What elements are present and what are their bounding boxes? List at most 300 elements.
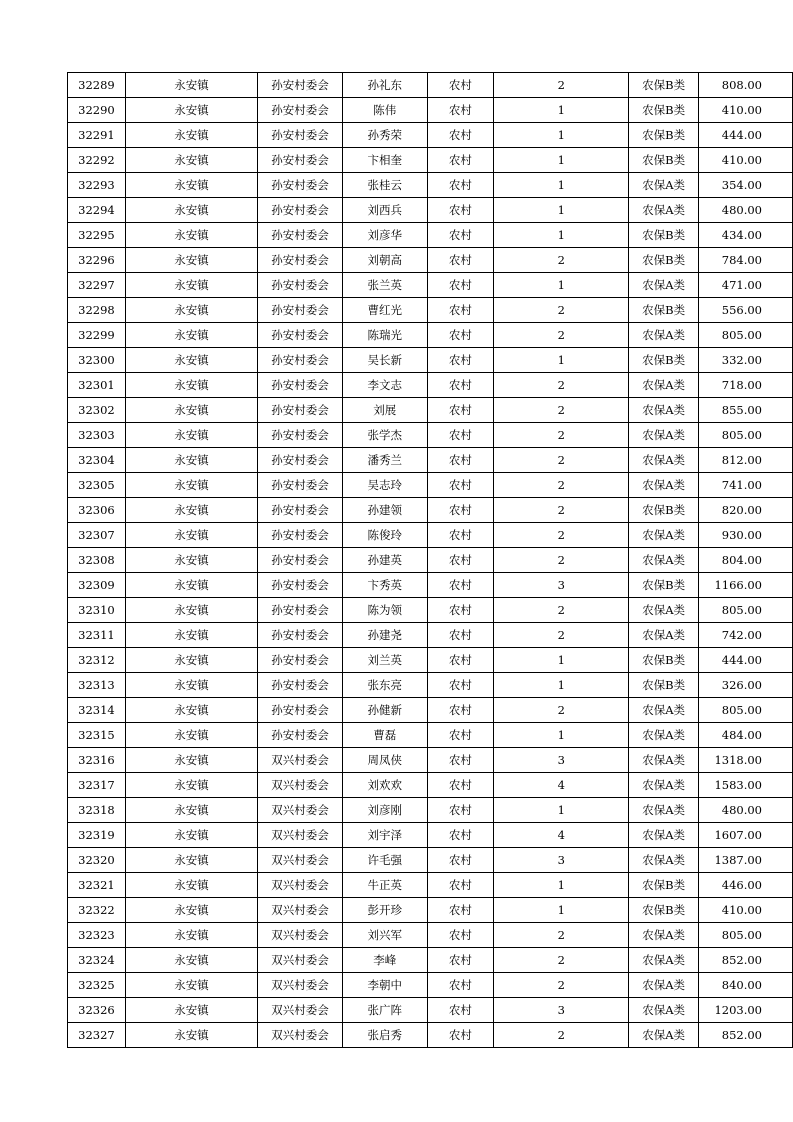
town-cell: 永安镇 bbox=[125, 773, 257, 798]
insurance-class-cell: 农保A类 bbox=[629, 998, 699, 1023]
village-cell: 孙安村委会 bbox=[258, 473, 343, 498]
name-cell: 刘兰英 bbox=[342, 648, 427, 673]
insurance-class-cell: 农保A类 bbox=[629, 973, 699, 998]
amount-cell: 812.00 bbox=[699, 448, 793, 473]
record-id-cell: 32305 bbox=[68, 473, 126, 498]
table-row bbox=[68, 923, 793, 948]
table-row bbox=[68, 298, 793, 323]
household-size-cell: 3 bbox=[494, 573, 629, 598]
insurance-class-cell: 农保A类 bbox=[629, 748, 699, 773]
table-row bbox=[68, 173, 793, 198]
area-type-cell: 农村 bbox=[427, 598, 494, 623]
area-type-cell: 农村 bbox=[427, 723, 494, 748]
area-type-cell: 农村 bbox=[427, 548, 494, 573]
name-cell: 张桂云 bbox=[342, 173, 427, 198]
town-cell: 永安镇 bbox=[125, 223, 257, 248]
town-cell: 永安镇 bbox=[125, 73, 257, 98]
insurance-class-cell: 农保A类 bbox=[629, 623, 699, 648]
amount-cell: 742.00 bbox=[699, 623, 793, 648]
village-cell: 孙安村委会 bbox=[258, 123, 343, 148]
amount-cell: 471.00 bbox=[699, 273, 793, 298]
name-cell: 孙建英 bbox=[342, 548, 427, 573]
amount-cell: 855.00 bbox=[699, 398, 793, 423]
record-id-cell: 32302 bbox=[68, 398, 126, 423]
insurance-class-cell: 农保A类 bbox=[629, 598, 699, 623]
name-cell: 张广阵 bbox=[342, 998, 427, 1023]
name-cell: 彭开珍 bbox=[342, 898, 427, 923]
household-size-cell: 1 bbox=[494, 348, 629, 373]
household-size-cell: 4 bbox=[494, 773, 629, 798]
table-row bbox=[68, 623, 793, 648]
insurance-class-cell: 农保A类 bbox=[629, 798, 699, 823]
name-cell: 孙礼东 bbox=[342, 73, 427, 98]
town-cell: 永安镇 bbox=[125, 523, 257, 548]
table-row bbox=[68, 798, 793, 823]
insurance-class-cell: 农保B类 bbox=[629, 498, 699, 523]
record-id-cell: 32295 bbox=[68, 223, 126, 248]
table-row bbox=[68, 748, 793, 773]
insurance-class-cell: 农保A类 bbox=[629, 848, 699, 873]
table-row bbox=[68, 398, 793, 423]
name-cell: 陈瑞光 bbox=[342, 323, 427, 348]
amount-cell: 434.00 bbox=[699, 223, 793, 248]
village-cell: 孙安村委会 bbox=[258, 298, 343, 323]
amount-cell: 556.00 bbox=[699, 298, 793, 323]
household-size-cell: 2 bbox=[494, 973, 629, 998]
town-cell: 永安镇 bbox=[125, 198, 257, 223]
record-id-cell: 32326 bbox=[68, 998, 126, 1023]
record-id-cell: 32322 bbox=[68, 898, 126, 923]
record-id-cell: 32318 bbox=[68, 798, 126, 823]
village-cell: 双兴村委会 bbox=[258, 873, 343, 898]
household-size-cell: 2 bbox=[494, 473, 629, 498]
household-size-cell: 1 bbox=[494, 173, 629, 198]
amount-cell: 852.00 bbox=[699, 948, 793, 973]
amount-cell: 808.00 bbox=[699, 73, 793, 98]
record-id-cell: 32293 bbox=[68, 173, 126, 198]
insurance-class-cell: 农保B类 bbox=[629, 648, 699, 673]
household-size-cell: 1 bbox=[494, 98, 629, 123]
household-size-cell: 1 bbox=[494, 873, 629, 898]
record-id-cell: 32297 bbox=[68, 273, 126, 298]
amount-cell: 354.00 bbox=[699, 173, 793, 198]
record-id-cell: 32314 bbox=[68, 698, 126, 723]
town-cell: 永安镇 bbox=[125, 448, 257, 473]
village-cell: 孙安村委会 bbox=[258, 698, 343, 723]
household-size-cell: 2 bbox=[494, 698, 629, 723]
insurance-class-cell: 农保A类 bbox=[629, 823, 699, 848]
table-row bbox=[68, 1023, 793, 1048]
area-type-cell: 农村 bbox=[427, 823, 494, 848]
town-cell: 永安镇 bbox=[125, 173, 257, 198]
record-id-cell: 32320 bbox=[68, 848, 126, 873]
village-cell: 孙安村委会 bbox=[258, 723, 343, 748]
amount-cell: 718.00 bbox=[699, 373, 793, 398]
village-cell: 双兴村委会 bbox=[258, 923, 343, 948]
record-id-cell: 32325 bbox=[68, 973, 126, 998]
household-size-cell: 4 bbox=[494, 823, 629, 848]
record-id-cell: 32327 bbox=[68, 1023, 126, 1048]
town-cell: 永安镇 bbox=[125, 248, 257, 273]
amount-cell: 332.00 bbox=[699, 348, 793, 373]
record-id-cell: 32298 bbox=[68, 298, 126, 323]
insurance-class-cell: 农保A类 bbox=[629, 323, 699, 348]
household-size-cell: 1 bbox=[494, 223, 629, 248]
village-cell: 双兴村委会 bbox=[258, 848, 343, 873]
table-row bbox=[68, 598, 793, 623]
town-cell: 永安镇 bbox=[125, 998, 257, 1023]
area-type-cell: 农村 bbox=[427, 198, 494, 223]
town-cell: 永安镇 bbox=[125, 98, 257, 123]
amount-cell: 820.00 bbox=[699, 498, 793, 523]
name-cell: 曹磊 bbox=[342, 723, 427, 748]
name-cell: 孙健新 bbox=[342, 698, 427, 723]
amount-cell: 805.00 bbox=[699, 923, 793, 948]
amount-cell: 1387.00 bbox=[699, 848, 793, 873]
record-id-cell: 32319 bbox=[68, 823, 126, 848]
village-cell: 双兴村委会 bbox=[258, 998, 343, 1023]
name-cell: 刘兴军 bbox=[342, 923, 427, 948]
household-size-cell: 1 bbox=[494, 723, 629, 748]
amount-cell: 784.00 bbox=[699, 248, 793, 273]
town-cell: 永安镇 bbox=[125, 148, 257, 173]
village-cell: 孙安村委会 bbox=[258, 498, 343, 523]
household-size-cell: 1 bbox=[494, 273, 629, 298]
insurance-class-cell: 农保B类 bbox=[629, 673, 699, 698]
area-type-cell: 农村 bbox=[427, 423, 494, 448]
name-cell: 吴志玲 bbox=[342, 473, 427, 498]
village-cell: 孙安村委会 bbox=[258, 548, 343, 573]
area-type-cell: 农村 bbox=[427, 523, 494, 548]
village-cell: 孙安村委会 bbox=[258, 398, 343, 423]
town-cell: 永安镇 bbox=[125, 798, 257, 823]
town-cell: 永安镇 bbox=[125, 698, 257, 723]
name-cell: 牛正英 bbox=[342, 873, 427, 898]
insurance-class-cell: 农保B类 bbox=[629, 573, 699, 598]
area-type-cell: 农村 bbox=[427, 373, 494, 398]
record-id-cell: 32323 bbox=[68, 923, 126, 948]
village-cell: 双兴村委会 bbox=[258, 948, 343, 973]
insurance-class-cell: 农保A类 bbox=[629, 723, 699, 748]
household-size-cell: 2 bbox=[494, 73, 629, 98]
insurance-class-cell: 农保A类 bbox=[629, 773, 699, 798]
insurance-class-cell: 农保B类 bbox=[629, 898, 699, 923]
area-type-cell: 农村 bbox=[427, 798, 494, 823]
name-cell: 张学杰 bbox=[342, 423, 427, 448]
town-cell: 永安镇 bbox=[125, 348, 257, 373]
village-cell: 孙安村委会 bbox=[258, 673, 343, 698]
table-row bbox=[68, 373, 793, 398]
record-id-cell: 32315 bbox=[68, 723, 126, 748]
household-size-cell: 2 bbox=[494, 923, 629, 948]
household-size-cell: 1 bbox=[494, 198, 629, 223]
household-size-cell: 1 bbox=[494, 148, 629, 173]
village-cell: 双兴村委会 bbox=[258, 748, 343, 773]
household-size-cell: 2 bbox=[494, 423, 629, 448]
record-id-cell: 32300 bbox=[68, 348, 126, 373]
village-cell: 孙安村委会 bbox=[258, 573, 343, 598]
village-cell: 孙安村委会 bbox=[258, 223, 343, 248]
village-cell: 孙安村委会 bbox=[258, 448, 343, 473]
name-cell: 张东亮 bbox=[342, 673, 427, 698]
record-id-cell: 32304 bbox=[68, 448, 126, 473]
town-cell: 永安镇 bbox=[125, 598, 257, 623]
insurance-class-cell: 农保A类 bbox=[629, 373, 699, 398]
record-id-cell: 32301 bbox=[68, 373, 126, 398]
household-size-cell: 2 bbox=[494, 623, 629, 648]
area-type-cell: 农村 bbox=[427, 148, 494, 173]
area-type-cell: 农村 bbox=[427, 223, 494, 248]
record-id-cell: 32310 bbox=[68, 598, 126, 623]
name-cell: 周凤侠 bbox=[342, 748, 427, 773]
amount-cell: 805.00 bbox=[699, 423, 793, 448]
amount-cell: 930.00 bbox=[699, 523, 793, 548]
insurance-class-cell: 农保A类 bbox=[629, 698, 699, 723]
household-size-cell: 2 bbox=[494, 298, 629, 323]
village-cell: 孙安村委会 bbox=[258, 73, 343, 98]
village-cell: 孙安村委会 bbox=[258, 623, 343, 648]
household-size-cell: 1 bbox=[494, 673, 629, 698]
record-id-cell: 32307 bbox=[68, 523, 126, 548]
name-cell: 陈伟 bbox=[342, 98, 427, 123]
name-cell: 陈俊玲 bbox=[342, 523, 427, 548]
household-size-cell: 2 bbox=[494, 398, 629, 423]
table-row bbox=[68, 573, 793, 598]
area-type-cell: 农村 bbox=[427, 98, 494, 123]
town-cell: 永安镇 bbox=[125, 673, 257, 698]
amount-cell: 1607.00 bbox=[699, 823, 793, 848]
village-cell: 孙安村委会 bbox=[258, 373, 343, 398]
amount-cell: 805.00 bbox=[699, 323, 793, 348]
insurance-class-cell: 农保B类 bbox=[629, 73, 699, 98]
name-cell: 孙建领 bbox=[342, 498, 427, 523]
area-type-cell: 农村 bbox=[427, 73, 494, 98]
insurance-class-cell: 农保A类 bbox=[629, 448, 699, 473]
village-cell: 孙安村委会 bbox=[258, 148, 343, 173]
name-cell: 刘宇泽 bbox=[342, 823, 427, 848]
insurance-class-cell: 农保B类 bbox=[629, 348, 699, 373]
table-row bbox=[68, 823, 793, 848]
village-cell: 双兴村委会 bbox=[258, 898, 343, 923]
area-type-cell: 农村 bbox=[427, 348, 494, 373]
town-cell: 永安镇 bbox=[125, 923, 257, 948]
record-id-cell: 32311 bbox=[68, 623, 126, 648]
area-type-cell: 农村 bbox=[427, 948, 494, 973]
village-cell: 孙安村委会 bbox=[258, 198, 343, 223]
town-cell: 永安镇 bbox=[125, 123, 257, 148]
name-cell: 潘秀兰 bbox=[342, 448, 427, 473]
amount-cell: 805.00 bbox=[699, 598, 793, 623]
table-row bbox=[68, 548, 793, 573]
name-cell: 刘朝高 bbox=[342, 248, 427, 273]
town-cell: 永安镇 bbox=[125, 1023, 257, 1048]
insurance-class-cell: 农保B类 bbox=[629, 298, 699, 323]
amount-cell: 741.00 bbox=[699, 473, 793, 498]
area-type-cell: 农村 bbox=[427, 898, 494, 923]
record-id-cell: 32324 bbox=[68, 948, 126, 973]
amount-cell: 852.00 bbox=[699, 1023, 793, 1048]
table-row bbox=[68, 698, 793, 723]
area-type-cell: 农村 bbox=[427, 1023, 494, 1048]
amount-cell: 484.00 bbox=[699, 723, 793, 748]
area-type-cell: 农村 bbox=[427, 123, 494, 148]
table-row bbox=[68, 248, 793, 273]
area-type-cell: 农村 bbox=[427, 773, 494, 798]
household-size-cell: 3 bbox=[494, 848, 629, 873]
amount-cell: 480.00 bbox=[699, 198, 793, 223]
town-cell: 永安镇 bbox=[125, 423, 257, 448]
village-cell: 孙安村委会 bbox=[258, 423, 343, 448]
record-id-cell: 32316 bbox=[68, 748, 126, 773]
name-cell: 张启秀 bbox=[342, 1023, 427, 1048]
village-cell: 孙安村委会 bbox=[258, 598, 343, 623]
village-cell: 孙安村委会 bbox=[258, 348, 343, 373]
household-size-cell: 2 bbox=[494, 548, 629, 573]
village-cell: 孙安村委会 bbox=[258, 248, 343, 273]
area-type-cell: 农村 bbox=[427, 848, 494, 873]
name-cell: 张兰英 bbox=[342, 273, 427, 298]
insurance-class-cell: 农保A类 bbox=[629, 398, 699, 423]
name-cell: 李朝中 bbox=[342, 973, 427, 998]
household-size-cell: 3 bbox=[494, 748, 629, 773]
insurance-class-cell: 农保A类 bbox=[629, 273, 699, 298]
insurance-class-cell: 农保A类 bbox=[629, 198, 699, 223]
village-cell: 双兴村委会 bbox=[258, 973, 343, 998]
area-type-cell: 农村 bbox=[427, 698, 494, 723]
town-cell: 永安镇 bbox=[125, 473, 257, 498]
area-type-cell: 农村 bbox=[427, 923, 494, 948]
name-cell: 刘欢欢 bbox=[342, 773, 427, 798]
record-id-cell: 32292 bbox=[68, 148, 126, 173]
insurance-class-cell: 农保B类 bbox=[629, 98, 699, 123]
area-type-cell: 农村 bbox=[427, 173, 494, 198]
insurance-class-cell: 农保A类 bbox=[629, 173, 699, 198]
town-cell: 永安镇 bbox=[125, 748, 257, 773]
household-size-cell: 1 bbox=[494, 798, 629, 823]
town-cell: 永安镇 bbox=[125, 298, 257, 323]
table-row bbox=[68, 998, 793, 1023]
amount-cell: 804.00 bbox=[699, 548, 793, 573]
town-cell: 永安镇 bbox=[125, 498, 257, 523]
area-type-cell: 农村 bbox=[427, 273, 494, 298]
village-cell: 孙安村委会 bbox=[258, 523, 343, 548]
village-cell: 孙安村委会 bbox=[258, 98, 343, 123]
village-cell: 孙安村委会 bbox=[258, 273, 343, 298]
village-cell: 双兴村委会 bbox=[258, 798, 343, 823]
area-type-cell: 农村 bbox=[427, 673, 494, 698]
household-size-cell: 1 bbox=[494, 898, 629, 923]
table-row bbox=[68, 848, 793, 873]
record-id-cell: 32294 bbox=[68, 198, 126, 223]
name-cell: 陈为领 bbox=[342, 598, 427, 623]
record-id-cell: 32303 bbox=[68, 423, 126, 448]
insurance-class-cell: 农保B类 bbox=[629, 248, 699, 273]
amount-cell: 805.00 bbox=[699, 698, 793, 723]
table-row bbox=[68, 523, 793, 548]
amount-cell: 446.00 bbox=[699, 873, 793, 898]
household-size-cell: 1 bbox=[494, 648, 629, 673]
table-row bbox=[68, 498, 793, 523]
record-id-cell: 32299 bbox=[68, 323, 126, 348]
household-size-cell: 2 bbox=[494, 498, 629, 523]
household-size-cell: 1 bbox=[494, 123, 629, 148]
table-row bbox=[68, 98, 793, 123]
insurance-class-cell: 农保A类 bbox=[629, 923, 699, 948]
table-row bbox=[68, 148, 793, 173]
town-cell: 永安镇 bbox=[125, 823, 257, 848]
table-row bbox=[68, 898, 793, 923]
table-row bbox=[68, 973, 793, 998]
table-row bbox=[68, 873, 793, 898]
records-table-body bbox=[68, 73, 793, 1048]
name-cell: 刘彦刚 bbox=[342, 798, 427, 823]
table-row bbox=[68, 473, 793, 498]
name-cell: 李文志 bbox=[342, 373, 427, 398]
name-cell: 曹红光 bbox=[342, 298, 427, 323]
records-table bbox=[67, 72, 793, 1048]
amount-cell: 410.00 bbox=[699, 98, 793, 123]
name-cell: 李峰 bbox=[342, 948, 427, 973]
table-row bbox=[68, 323, 793, 348]
household-size-cell: 2 bbox=[494, 598, 629, 623]
area-type-cell: 农村 bbox=[427, 648, 494, 673]
household-size-cell: 2 bbox=[494, 248, 629, 273]
town-cell: 永安镇 bbox=[125, 973, 257, 998]
table-row bbox=[68, 673, 793, 698]
record-id-cell: 32308 bbox=[68, 548, 126, 573]
town-cell: 永安镇 bbox=[125, 398, 257, 423]
amount-cell: 1318.00 bbox=[699, 748, 793, 773]
record-id-cell: 32313 bbox=[68, 673, 126, 698]
amount-cell: 480.00 bbox=[699, 798, 793, 823]
table-row bbox=[68, 423, 793, 448]
amount-cell: 444.00 bbox=[699, 648, 793, 673]
table-row bbox=[68, 723, 793, 748]
insurance-class-cell: 农保A类 bbox=[629, 1023, 699, 1048]
area-type-cell: 农村 bbox=[427, 398, 494, 423]
village-cell: 孙安村委会 bbox=[258, 173, 343, 198]
town-cell: 永安镇 bbox=[125, 948, 257, 973]
table-row bbox=[68, 273, 793, 298]
amount-cell: 326.00 bbox=[699, 673, 793, 698]
name-cell: 孙秀荣 bbox=[342, 123, 427, 148]
household-size-cell: 2 bbox=[494, 448, 629, 473]
amount-cell: 410.00 bbox=[699, 898, 793, 923]
area-type-cell: 农村 bbox=[427, 498, 494, 523]
table-row bbox=[68, 73, 793, 98]
insurance-class-cell: 农保A类 bbox=[629, 473, 699, 498]
village-cell: 孙安村委会 bbox=[258, 648, 343, 673]
area-type-cell: 农村 bbox=[427, 998, 494, 1023]
record-id-cell: 32306 bbox=[68, 498, 126, 523]
town-cell: 永安镇 bbox=[125, 723, 257, 748]
household-size-cell: 2 bbox=[494, 1023, 629, 1048]
town-cell: 永安镇 bbox=[125, 323, 257, 348]
name-cell: 许毛强 bbox=[342, 848, 427, 873]
table-row bbox=[68, 448, 793, 473]
record-id-cell: 32309 bbox=[68, 573, 126, 598]
name-cell: 孙建尧 bbox=[342, 623, 427, 648]
table-row bbox=[68, 948, 793, 973]
town-cell: 永安镇 bbox=[125, 873, 257, 898]
town-cell: 永安镇 bbox=[125, 848, 257, 873]
area-type-cell: 农村 bbox=[427, 248, 494, 273]
village-cell: 双兴村委会 bbox=[258, 1023, 343, 1048]
insurance-class-cell: 农保A类 bbox=[629, 948, 699, 973]
table-row bbox=[68, 198, 793, 223]
name-cell: 卞相奎 bbox=[342, 148, 427, 173]
household-size-cell: 2 bbox=[494, 323, 629, 348]
